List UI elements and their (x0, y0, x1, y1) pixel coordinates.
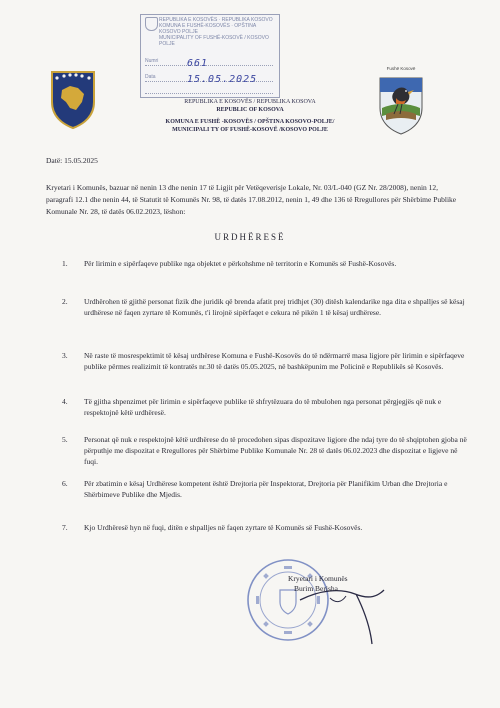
list-item (62, 478, 470, 500)
signatory-title: Kryetari i Komunës (288, 574, 348, 583)
list-item (62, 296, 470, 318)
stamp-date-value: 15.05.2025 (187, 74, 258, 85)
kosovo-coat-of-arms-icon (48, 68, 98, 130)
list-item-number: 6. (62, 479, 68, 488)
header-municipality (120, 118, 380, 134)
list-item (62, 396, 470, 418)
list-item-number: 1. (62, 259, 68, 268)
municipal-emblem-label: Fushë Kosovë (386, 66, 416, 71)
header-line-3: KOMUNA E FUSHË -KOSOVËS / OPŠTINA KOSOVO-POLJE/ (165, 119, 335, 125)
municipal-emblem-bird-icon (376, 70, 426, 136)
header-line-1: REPUBLIKA E KOSOVËS / REPUBLIKA KOSOVA (184, 99, 316, 105)
stamp-header-line: KOMUNA E FUSHË-KOSOVËS · OPŠTINA KOSOVO POLJE (159, 23, 256, 35)
stamp-row-empty (145, 83, 273, 94)
stamp-number-label: Numri (145, 58, 159, 64)
list-item (62, 350, 470, 372)
stamp-number-value: 661 (187, 58, 209, 69)
intro-paragraph: Kryetari i Komunës, bazuar në nenin 13 dhe nenin 17 të Ligjit për Vetëqeverisje Lokale, Nr. 03/L-040 (GZ Nr. 28/2008), nenin 12, paragrafi 12.1 dhe nenin 44, të Statutit të Komunës Nr. 98, të datës 17.08.2012, nenin 1, 49 dhe 136 të Rregullores për Shërbime Publike Komunale Nr. 28, të datës 06.02.2023, lëshon: (46, 183, 457, 216)
list-item-text: Për lirimin e sipërfaqeve publike nga objektet e përkohshme në territorin e Komunës së Fushë-Kosovës. (84, 259, 397, 268)
signatory-name: Burim Berisha (294, 584, 338, 593)
stamp-row-number (145, 55, 273, 69)
registry-stamp (140, 14, 280, 98)
list-item-number: 4. (62, 397, 68, 406)
list-item-number: 3. (62, 351, 68, 360)
stamp-emblem-icon (145, 17, 158, 31)
list-item (62, 258, 470, 269)
stamp-header (141, 15, 279, 47)
list-item-text: Për zbatimin e kësaj Urdhërese kompetent është Drejtoria për Inspektorat, Drejtoria për Planifikim Urban dhe Drejtoria e Shërbimeve Publike dhe Mjedis. (84, 479, 448, 499)
list-item-text: Personat që nuk e respektojnë këtë urdhërese do të procedohen sipas dispozitave ligjore dhe ndaj tyre do të shqiptohen gjoba në përputhje me dispozitat e Rregullores për Shërbime Publike Komunale Nr. 28 të datës 06.02.2023 dhe dispozitat e ligjeve në fuqi. (84, 435, 467, 466)
list-item-number: 7. (62, 523, 68, 532)
signature-block (288, 574, 348, 594)
stamp-date-label: Data (145, 74, 156, 80)
document-title: URDHËRESË (214, 232, 286, 242)
list-item-text: Kjo Urdhëresë hyn në fuqi, ditën e shpalljes në faqen zyrtare të Komunës së Fushë-Kosovës. (84, 523, 363, 532)
header-line-4: MUNICIPALI TY OF FUSHË-KOSOVË /KOSOVO POLJE (172, 127, 328, 133)
list-item (62, 434, 470, 467)
stamp-header-line: MUNICIPALITY OF FUSHË-KOSOVË / KOSOVO POLJE (159, 35, 269, 47)
list-item-number: 5. (62, 435, 68, 444)
list-item (62, 522, 470, 533)
list-item-number: 2. (62, 297, 68, 306)
document-date: Datë: 15.05.2025 (46, 156, 98, 165)
stamp-header-line: REPUBLIKA E KOSOVËS · REPUBLIKA KOSOVO (159, 17, 273, 23)
list-item-text: Në raste të mosrespektimit të kësaj urdhërese Komuna e Fushë-Kosovës do të ndërmarrë masa ligjore për lirimin e sipërfaqeve publike përmes realizimit të kontratës nr.30 të datës 05.05.2025, në bashkëpunim me Policinë e Republikës së Kosovës. (84, 351, 465, 371)
list-item-text: Urdhërohen të gjithë personat fizik dhe juridik që brenda afatit prej tridhjet (30) ditësh kalendarike nga dita e shpalljes së kësaj urdhërese në faqen zyrtare të Komunës, t'i lirojnë sipërfaqet e cekura në pikën 1 të kësaj urdhërese. (84, 297, 465, 317)
stamp-row-date (145, 71, 273, 85)
header-country (120, 98, 380, 114)
header-line-2: REPUBLIC OF KOSOVA (216, 107, 284, 113)
list-item-text: Të gjitha shpenzimet për lirimin e sipërfaqeve publike të shfrytëzuara do të mbulohen nga personat përgjegjës që nuk e respektojnë këtë urdhëresë. (84, 397, 442, 417)
